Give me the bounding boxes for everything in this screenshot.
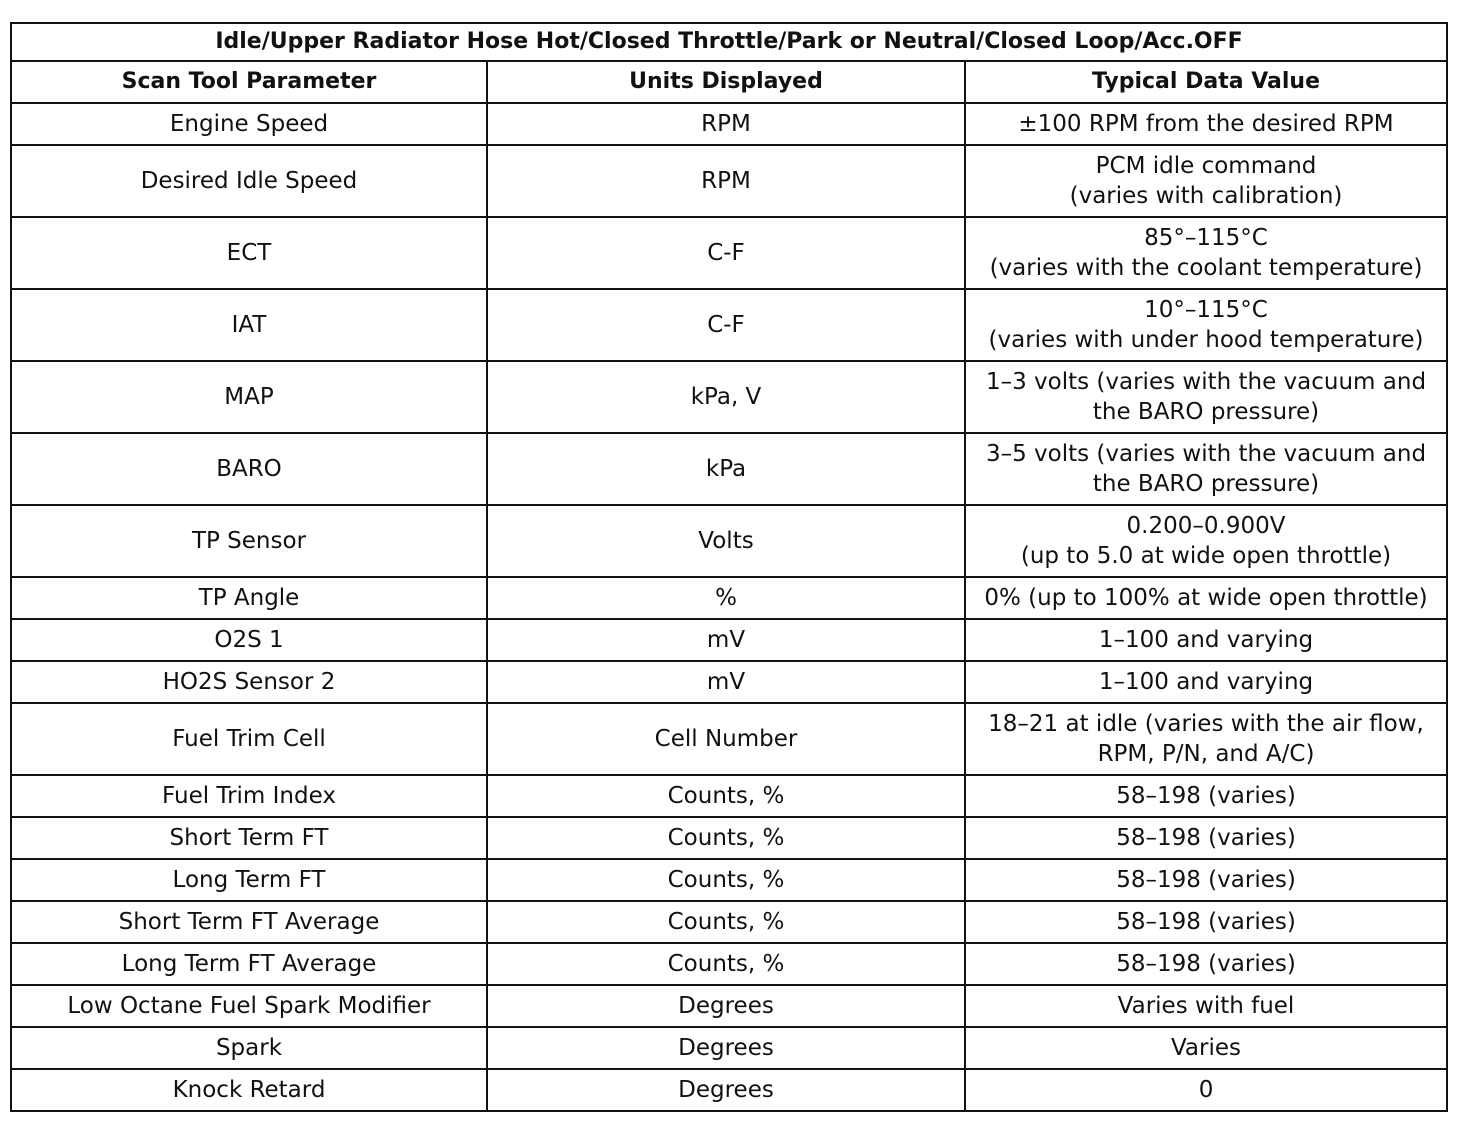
value-line: 0% (up to 100% at wide open throttle)	[984, 585, 1428, 611]
table-row	[11, 289, 1447, 361]
value-line: (varies with under hood temperature)	[988, 327, 1424, 353]
parameter-cell: Long Term FT Average	[11, 943, 487, 985]
value-line: PCM idle command	[1095, 153, 1317, 179]
units-cell: Counts, %	[487, 901, 965, 943]
value-cell	[965, 103, 1447, 145]
parameter-cell: Fuel Trim Cell	[11, 703, 487, 775]
value-line: 3–5 volts (varies with the vacuum and	[985, 441, 1427, 467]
table-row	[11, 217, 1447, 289]
units-cell: RPM	[487, 103, 965, 145]
header-scan-tool-parameter: Scan Tool Parameter	[11, 61, 487, 103]
value-cell	[965, 217, 1447, 289]
value-cell	[965, 361, 1447, 433]
parameter-cell: Long Term FT	[11, 859, 487, 901]
table-row	[11, 1027, 1447, 1069]
parameter-cell: Short Term FT	[11, 817, 487, 859]
value-cell	[965, 775, 1447, 817]
value-line: 0.200–0.900V	[1126, 513, 1286, 539]
table-title: Idle/Upper Radiator Hose Hot/Closed Throttle/Park or Neutral/Closed Loop/Acc.OFF	[11, 23, 1447, 61]
value-cell	[965, 703, 1447, 775]
table-row	[11, 145, 1447, 217]
units-cell: mV	[487, 661, 965, 703]
value-line: (up to 5.0 at wide open throttle)	[1020, 543, 1392, 569]
value-cell	[965, 289, 1447, 361]
parameter-cell: Fuel Trim Index	[11, 775, 487, 817]
value-cell	[965, 145, 1447, 217]
value-line: 1–100 and varying	[1098, 669, 1314, 695]
header-units-displayed: Units Displayed	[487, 61, 965, 103]
units-cell: Volts	[487, 505, 965, 577]
value-cell	[965, 433, 1447, 505]
parameter-cell: Low Octane Fuel Spark Modifier	[11, 985, 487, 1027]
value-line: the BARO pressure)	[1092, 399, 1320, 425]
units-cell: %	[487, 577, 965, 619]
value-cell	[965, 1069, 1447, 1111]
parameter-cell: IAT	[11, 289, 487, 361]
table-row	[11, 775, 1447, 817]
table-row	[11, 943, 1447, 985]
table-row	[11, 103, 1447, 145]
table-row	[11, 619, 1447, 661]
parameter-cell: Short Term FT Average	[11, 901, 487, 943]
parameter-cell: MAP	[11, 361, 487, 433]
value-line: ±100 RPM from the desired RPM	[1018, 111, 1394, 137]
scan-data-table	[10, 22, 1448, 1112]
value-line: 58–198 (varies)	[1116, 951, 1296, 977]
table-title-row	[11, 23, 1447, 61]
table-row	[11, 859, 1447, 901]
value-cell	[965, 1027, 1447, 1069]
parameter-cell: ECT	[11, 217, 487, 289]
table-row	[11, 901, 1447, 943]
table-row	[11, 505, 1447, 577]
parameter-cell: O2S 1	[11, 619, 487, 661]
value-cell	[965, 577, 1447, 619]
parameter-cell: Knock Retard	[11, 1069, 487, 1111]
units-cell: RPM	[487, 145, 965, 217]
table-row	[11, 433, 1447, 505]
units-cell: Counts, %	[487, 775, 965, 817]
units-cell: Counts, %	[487, 817, 965, 859]
value-cell	[965, 619, 1447, 661]
table-row	[11, 985, 1447, 1027]
parameter-cell: TP Angle	[11, 577, 487, 619]
value-cell	[965, 943, 1447, 985]
header-typical-data-value: Typical Data Value	[965, 61, 1447, 103]
units-cell: Degrees	[487, 1027, 965, 1069]
table-row	[11, 703, 1447, 775]
value-line: RPM, P/N, and A/C)	[1097, 741, 1315, 767]
units-cell: kPa, V	[487, 361, 965, 433]
value-line: 1–100 and varying	[1098, 627, 1314, 653]
table-row	[11, 661, 1447, 703]
parameter-cell: Engine Speed	[11, 103, 487, 145]
table-row	[11, 1069, 1447, 1111]
table-row	[11, 361, 1447, 433]
value-line: 58–198 (varies)	[1116, 783, 1296, 809]
units-cell: C-F	[487, 217, 965, 289]
units-cell: Degrees	[487, 985, 965, 1027]
value-line: (varies with the coolant temperature)	[989, 255, 1423, 281]
parameter-cell: Desired Idle Speed	[11, 145, 487, 217]
value-line: 58–198 (varies)	[1116, 867, 1296, 893]
value-line: 0	[1198, 1077, 1214, 1103]
table-header-row	[11, 61, 1447, 103]
table-row	[11, 817, 1447, 859]
value-cell	[965, 985, 1447, 1027]
value-cell	[965, 901, 1447, 943]
value-cell	[965, 817, 1447, 859]
parameter-cell: Spark	[11, 1027, 487, 1069]
value-cell	[965, 661, 1447, 703]
parameter-cell: BARO	[11, 433, 487, 505]
parameter-cell: HO2S Sensor 2	[11, 661, 487, 703]
units-cell: Degrees	[487, 1069, 965, 1111]
units-cell: C-F	[487, 289, 965, 361]
units-cell: mV	[487, 619, 965, 661]
value-line: 58–198 (varies)	[1116, 825, 1296, 851]
units-cell: Counts, %	[487, 943, 965, 985]
value-line: 1–3 volts (varies with the vacuum and	[985, 369, 1427, 395]
value-line: 10°–115°C	[1144, 297, 1268, 323]
units-cell: Counts, %	[487, 859, 965, 901]
value-line: 18–21 at idle (varies with the air flow,	[988, 711, 1424, 737]
value-line: the BARO pressure)	[1092, 471, 1320, 497]
units-cell: Cell Number	[487, 703, 965, 775]
value-line: 58–198 (varies)	[1116, 909, 1296, 935]
parameter-cell: TP Sensor	[11, 505, 487, 577]
value-line: 85°–115°C	[1144, 225, 1268, 251]
value-cell	[965, 859, 1447, 901]
units-cell: kPa	[487, 433, 965, 505]
value-line: (varies with calibration)	[1069, 183, 1343, 209]
value-cell	[965, 505, 1447, 577]
table-row	[11, 577, 1447, 619]
value-line: Varies with fuel	[1117, 993, 1295, 1019]
value-line: Varies	[1170, 1035, 1242, 1061]
